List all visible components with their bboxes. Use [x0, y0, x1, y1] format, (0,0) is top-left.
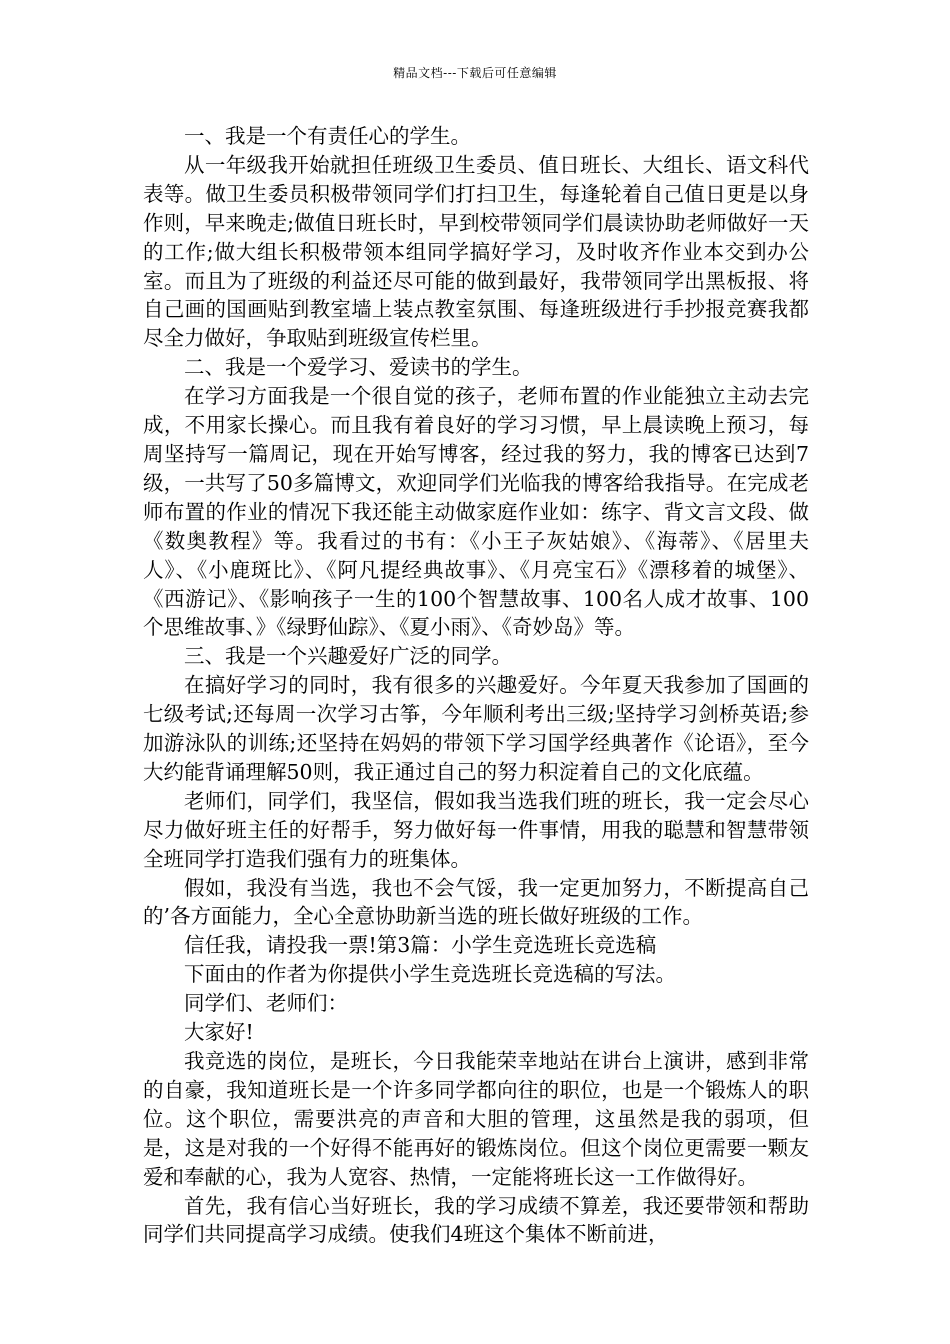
paragraph: 信任我，请投我一票!第3篇：小学生竞选班长竞选稿 — [184, 933, 657, 958]
greeting: 大家好! — [184, 1020, 254, 1045]
document-body — [143, 122, 809, 1249]
paragraph: 假如，我没有当选，我也不会气馁，我一定更加努力，不断提高自己的’各方面能力，全心全意协助新当选的班长做好班级的工作。 — [143, 875, 809, 929]
paragraph: 在搞好学习的同时，我有很多的兴趣爱好。今年夏天我参加了国画的七级考试;还每周一次学习古筝，今年顺利考出三级;坚持学习剑桥英语;参加游泳队的训练;还坚持在妈妈的带领下学习国学经典著作《论语》，至今大约能背诵理解50则，我正通过自己的努力积淀着自己的文化底蕴。 — [143, 673, 809, 784]
paragraph: 我竞选的岗位，是班长，今日我能荣幸地站在讲台上演讲，感到非常的自豪，我知道班长是一个许多同学都向往的职位，也是一个锻炼人的职位。这个职位，需要洪亮的声音和大胆的管理，这虽然是我的弱项，但是，这是对我的一个好得不能再好的锻炼岗位。但这个岗位更需要一颗友爱和奉献的心，我为人宽容、热情，一定能将班长这一工作做得好。 — [143, 1049, 809, 1189]
paragraph: 首先，我有信心当好班长，我的学习成绩不算差，我还要带领和帮助同学们共同提高学习成绩。使我们4班这个集体不断前进， — [143, 1193, 809, 1247]
section-heading-2: 二、我是一个爱学习、爱读书的学生。 — [184, 355, 533, 380]
section-heading-1: 一、我是一个有责任心的学生。 — [184, 124, 471, 148]
section-heading-3: 三、我是一个兴趣爱好广泛的同学。 — [184, 644, 512, 669]
paragraph: 从一年级我开始就担任班级卫生委员、值日班长、大组长、语文科代表等。做卫生委员积极带领同学们打扫卫生，每逢轮着自己值日更是以身作则，早来晚走;做值日班长时，早到校带领同学们晨读协助老师做好一天的工作;做大组长积极带领本组同学搞好学习，及时收齐作业本交到办公室。而且为了班级的利益还尽可能的做到最好，我带领同学出黑板报、将自己画的国画贴到教室墙上装点教室氛围、每逢班级进行手抄报竞赛我都尽全力做好，争取贴到班级宣传栏里。 — [143, 152, 809, 351]
page-header: 精品文档---下载后可任意编辑 — [393, 66, 557, 80]
paragraph: 在学习方面我是一个很自觉的孩子，老师布置的作业能独立主动去完成，不用家长操心。而且我有着良好的学习习惯，早上晨读晚上预习，每周坚持写一篇周记，现在开始写博客，经过我的努力，我的博客已达到7级，一共写了50多篇博文，欢迎同学们光临我的博客给我指导。在完成老师布置的作业的情况下我还能主动做家庭作业如：练字、背文言文段、做《数奥教程》等。我看过的书有：《小王子灰姑娘》、《海蒂》、《居里夫人》、《小鹿斑比》、《阿凡提经典故事》、《月亮宝石》《漂移着的城堡》、《西游记》、《影响孩子一生的100个智慧故事、100名人成才故事、100个思维故事、》《绿野仙踪》、《夏小雨》、《奇妙岛》等。 — [143, 384, 809, 640]
salutation: 同学们、老师们： — [184, 991, 348, 1016]
paragraph: 下面由的作者为你提供小学生竞选班长竞选稿的写法。 — [184, 962, 676, 987]
paragraph: 老师们，同学们，我坚信，假如我当选我们班的班长，我一定会尽心尽力做好班主任的好帮手，努力做好每一件事情，用我的聪慧和智慧带领全班同学打造我们强有力的班集体。 — [143, 788, 809, 871]
